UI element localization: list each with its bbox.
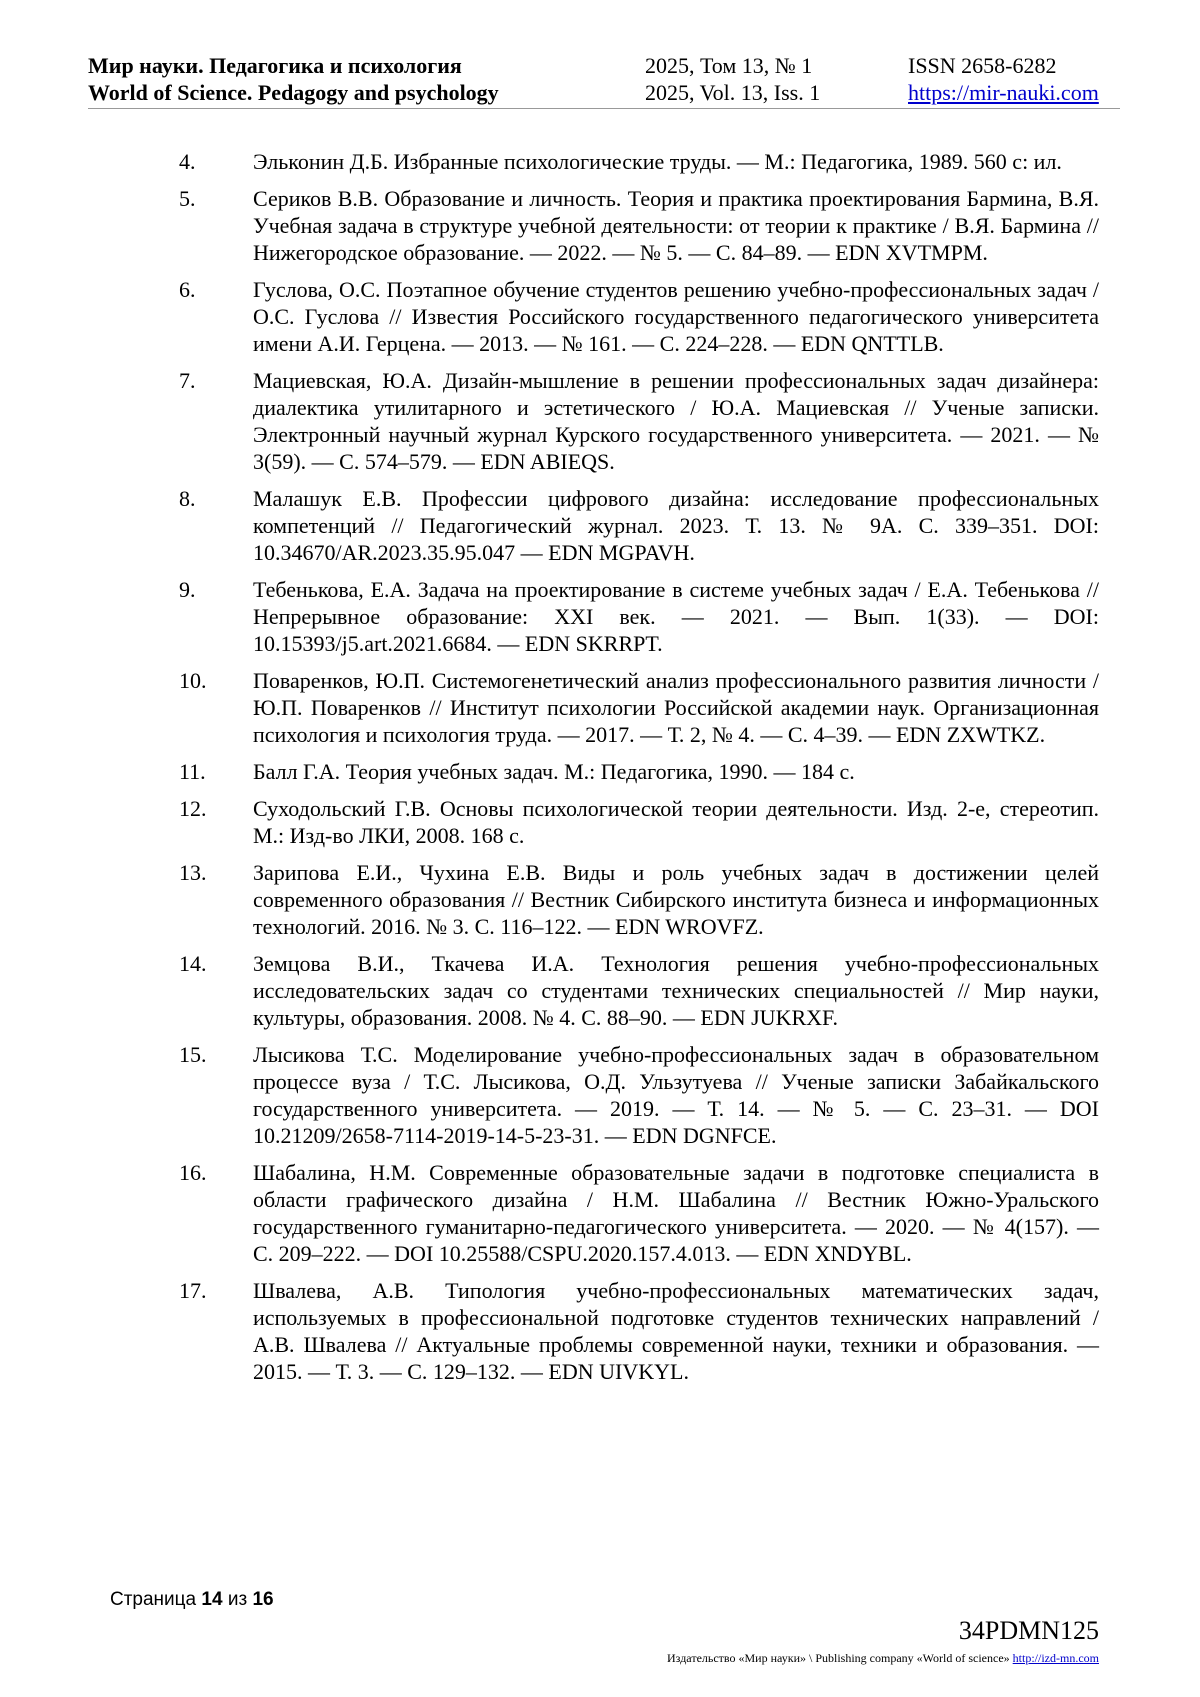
issue-info-ru: 2025, Том 13, № 1	[645, 53, 813, 78]
reference-item	[179, 758, 1099, 785]
journal-title-en: World of Science. Pedagogy and psychology	[88, 80, 499, 105]
reference-number: 16.	[179, 1160, 207, 1185]
reference-item	[179, 950, 1099, 1031]
issn-block	[908, 52, 1099, 106]
reference-item	[179, 576, 1099, 657]
reference-number: 8.	[179, 486, 196, 511]
reference-item	[179, 485, 1099, 566]
reference-item	[179, 1041, 1099, 1149]
page-label: Страница	[110, 1589, 197, 1610]
reference-number: 17.	[179, 1278, 207, 1303]
reference-number: 14.	[179, 951, 207, 976]
reference-item	[179, 1159, 1099, 1267]
reference-text: Зарипова Е.И., Чухина Е.В. Виды и роль учебных задач в достижении целей современного образования // Вестник Сибирского института бизнеса и информационных технологий. 2016. № 3. С. 116–122. — EDN WROVFZ.	[253, 860, 1099, 939]
page-total: 16	[252, 1589, 274, 1610]
publisher-line	[667, 1651, 1099, 1666]
reference-number: 15.	[179, 1042, 207, 1067]
page-counter	[110, 1589, 274, 1611]
publisher-text: Издательство «Мир науки» \ Publishing company «World of science»	[667, 1651, 1010, 1665]
reference-number: 4.	[179, 149, 196, 174]
reference-text: Мациевская, Ю.А. Дизайн-мышление в решении профессиональных задач дизайнера: диалектика утилитарного и эстетического / Ю.А. Мациевская // Ученые записки. Электронный научный журнал Курского государственного университета. — 2021. — № 3(59). — С. 574–579. — EDN ABIEQS.	[253, 368, 1099, 474]
reference-number: 11.	[179, 759, 206, 784]
reference-list	[179, 148, 1099, 1395]
reference-text: Шабалина, Н.М. Современные образовательные задачи в подготовке специалиста в области графического дизайна / Н.М. Шабалина // Вестник Южно-Уральского государственного гуманитарно-педагогического университета. — 2020. — № 4(157). — С. 209–222. — DOI 10.25588/CSPU.2020.157.4.013. — EDN XNDYBL.	[253, 1160, 1099, 1266]
journal-title	[88, 52, 499, 106]
reference-text: Суходольский Г.В. Основы психологической теории деятельности. Изд. 2-е, стереотип. М.: Изд-во ЛКИ, 2008. 168 с.	[253, 796, 1099, 848]
reference-number: 5.	[179, 186, 196, 211]
page-of: из	[227, 1589, 248, 1610]
reference-item	[179, 367, 1099, 475]
reference-item	[179, 148, 1099, 175]
reference-text: Швалева, А.В. Типология учебно-профессиональных математических задач, используемых в профессиональной подготовке студентов технических направлений / А.В. Швалева // Актуальные проблемы современной науки, техники и образования. — 2015. — Т. 3. — С. 129–132. — EDN UIVKYL.	[253, 1278, 1099, 1384]
journal-url-link[interactable]: https://mir-nauki.com	[908, 80, 1099, 105]
reference-text: Малашук Е.В. Профессии цифрового дизайна: исследование профессиональных компетенций // Педагогический журнал. 2023. Т. 13. № 9А. С. 339–351. DOI: 10.34670/AR.2023.35.95.047 — EDN MGPAVH.	[253, 486, 1099, 565]
reference-text: Эльконин Д.Б. Избранные психологические труды. — М.: Педагогика, 1989. 560 с: ил.	[253, 149, 1062, 174]
reference-item	[179, 1277, 1099, 1385]
reference-text: Гуслова, О.С. Поэтапное обучение студентов решению учебно-профессиональных задач / О.С. Гуслова // Известия Российского государственного педагогического университета имени А.И. Герцена. — 2013. — № 161. — С. 224–228. — EDN QNTTLB.	[253, 277, 1099, 356]
reference-number: 7.	[179, 368, 196, 393]
reference-text: Лысикова Т.С. Моделирование учебно-профессиональных задач в образовательном процессе вуза / Т.С. Лысикова, О.Д. Ульзутуева // Ученые записки Забайкальского государственного университета. — 2019. — Т. 14. — № 5. — С. 23–31. — DOI 10.21209/2658-7114-2019-14-5-23-31. — EDN DGNFCE.	[253, 1042, 1099, 1148]
reference-text: Тебенькова, Е.А. Задача на проектирование в системе учебных задач / Е.А. Тебенькова // Непрерывное образование: XXI век. — 2021. — Вып. 1(33). — DOI: 10.15393/j5.art.2021.6684. — EDN SKRRPT.	[253, 577, 1099, 656]
reference-number: 6.	[179, 277, 196, 302]
reference-number: 12.	[179, 796, 207, 821]
journal-title-ru: Мир науки. Педагогика и психология	[88, 53, 462, 78]
reference-text: Земцова В.И., Ткачева И.А. Технология решения учебно-профессиональных исследовательских задач со студентами технических специальностей // Мир науки, культуры, образования. 2008. № 4. С. 88–90. — EDN JUKRXF.	[253, 951, 1099, 1030]
reference-item	[179, 795, 1099, 849]
issue-info-en: 2025, Vol. 13, Iss. 1	[645, 80, 821, 105]
page-current: 14	[201, 1589, 223, 1610]
article-code: 34PDMN125	[958, 1616, 1099, 1645]
reference-text: Сериков В.В. Образование и личность. Теория и практика проектирования Бармина, В.Я. Учебная задача в структуре учебной деятельности: от теории к практике / В.Я. Бармина // Нижегородское образование. — 2022. — № 5. — С. 84–89. — EDN XVTMPM.	[253, 186, 1099, 265]
issn: ISSN 2658-6282	[908, 53, 1057, 78]
reference-item	[179, 859, 1099, 940]
reference-number: 13.	[179, 860, 207, 885]
reference-item	[179, 185, 1099, 266]
reference-text: Поваренков, Ю.П. Системогенетический анализ профессионального развития личности / Ю.П. Поваренков // Институт психологии Российской академии наук. Организационная психология и психология труда. — 2017. — Т. 2, № 4. — С. 4–39. — EDN ZXWTKZ.	[253, 668, 1099, 747]
reference-number: 9.	[179, 577, 196, 602]
reference-number: 10.	[179, 668, 207, 693]
publisher-link[interactable]: http://izd-mn.com	[1012, 1651, 1099, 1665]
reference-text: Балл Г.А. Теория учебных задач. М.: Педагогика, 1990. — 184 с.	[253, 759, 855, 784]
reference-item	[179, 276, 1099, 357]
running-header	[88, 52, 1120, 109]
issue-info	[645, 52, 820, 106]
reference-item	[179, 667, 1099, 748]
